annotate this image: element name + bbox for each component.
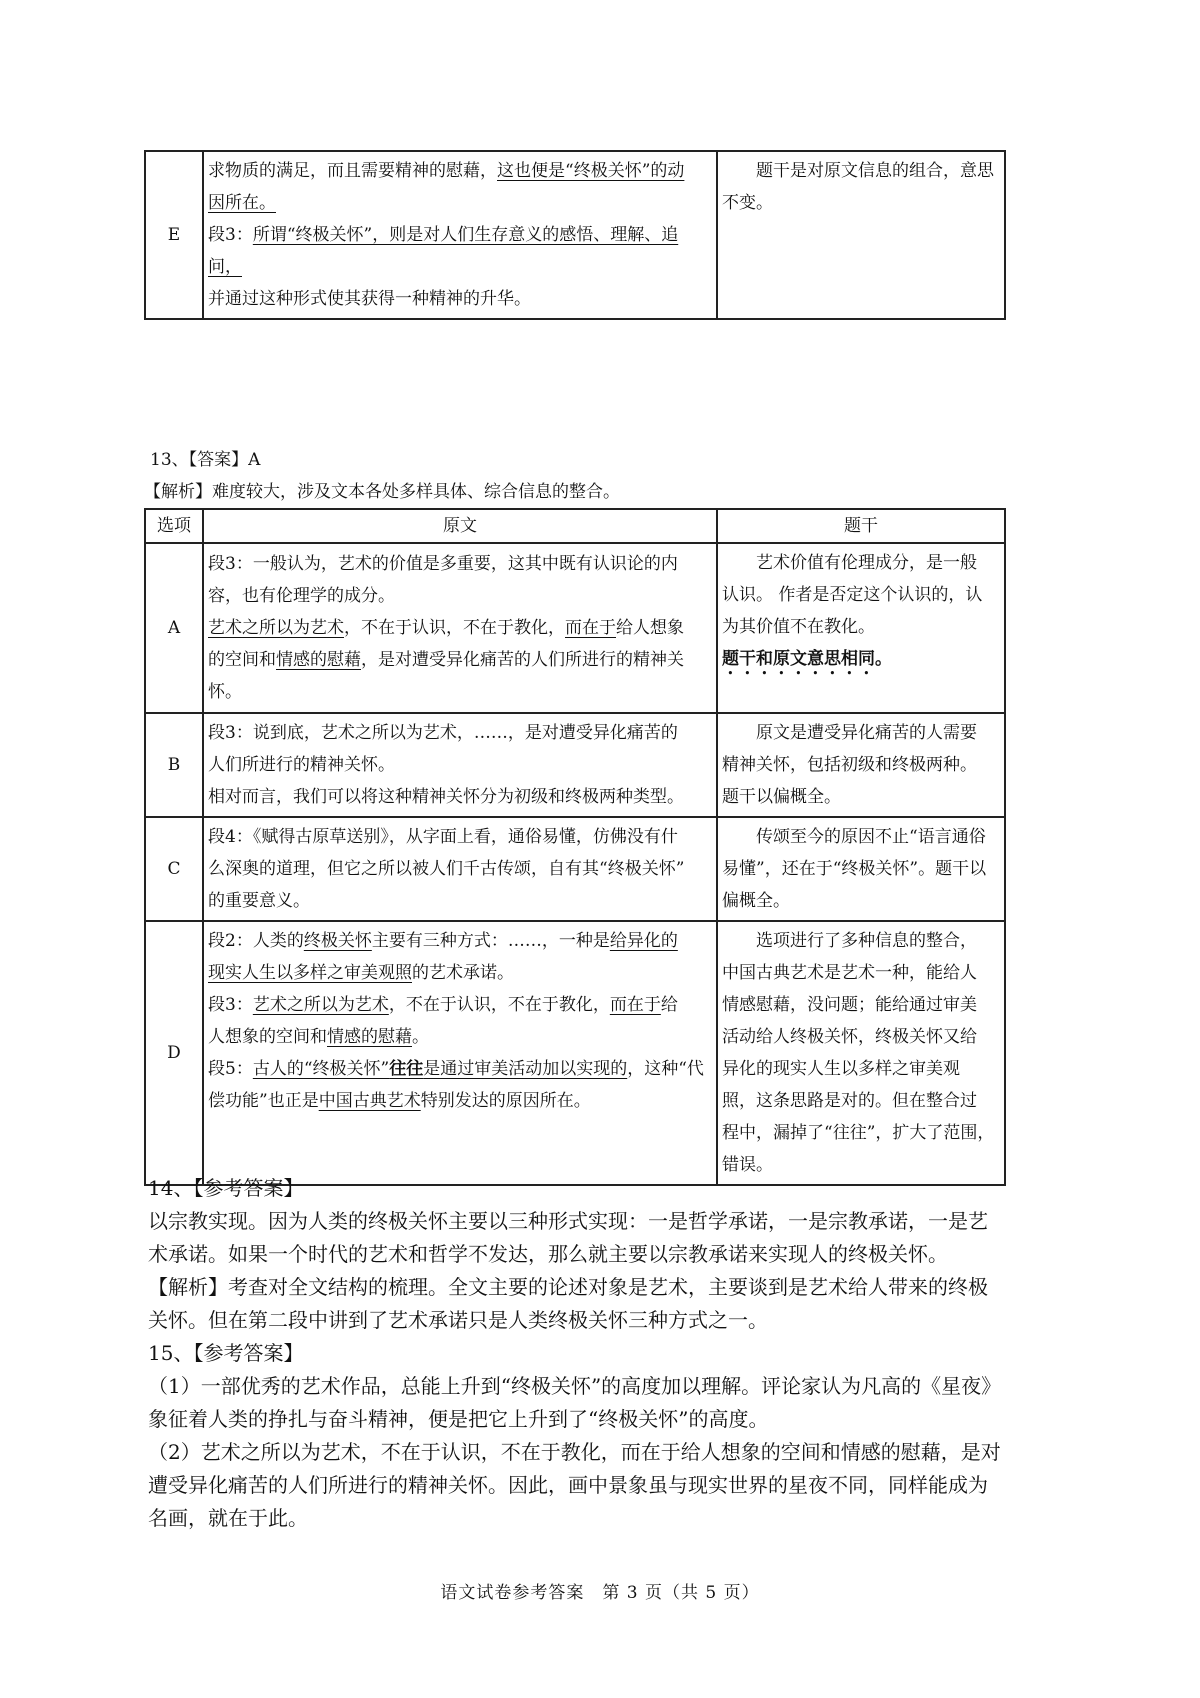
note-cell [717,151,1005,319]
option-label: D [145,921,203,1185]
underlined-text: 是通过审美活动加以实现的 [423,1059,628,1079]
answer-text: 遭受异化痛苦的人们所进行的精神关怀。因此，画中景象虽与现实世界的星夜不同，同样能成为 [148,1473,988,1497]
source-text-cell [203,543,717,713]
answer-text: （2）艺术之所以为艺术，不在于认识，不在于教化，而在于给人想象的空间和情感的慰藉，是对 [148,1440,1001,1464]
note-text: 异化的现实人生以多样之审美观 [722,1059,960,1079]
source-text: 。 [412,1027,429,1047]
option-label: A [145,543,203,713]
note-cell [717,817,1005,921]
table-row [145,817,1005,921]
option-label: C [145,817,203,921]
q15-title: 15、【参考答案】 [148,1341,304,1365]
source-text: 人们所进行的精神关怀。 [208,755,395,775]
note-text: 精神关怀，包括初级和终极两种。 [722,755,977,775]
underlined-text: 艺术之所以为艺术 [208,618,344,638]
q14-answer [148,1205,1068,1337]
note-text: 不变。 [722,193,773,213]
note-text: 照，这条思路是对的。但在整合过 [722,1091,977,1111]
q13-table [144,508,1006,1186]
source-text: 么深奥的道理，但它之所以被人们千古传颂，自有其“终极关怀” [208,859,685,879]
underlined-text: 情感的慰藉 [327,1027,412,1047]
source-text: 特别发达的原因所在。 [420,1091,591,1111]
source-text: 给人想象 [616,618,684,638]
analysis-text: 关怀。但在第二段中讲到了艺术承诺只是人类终极关怀三种方式之一。 [148,1308,768,1332]
underlined-text: 给异化的 [609,931,678,951]
note-text: 题干以偏概全。 [722,787,841,807]
source-text-cell [203,921,717,1185]
source-text: 段4：《赋得古原草送别》，从字面上看，通俗易懂，仿佛没有什 [208,827,678,847]
top-answer-table [144,150,1006,320]
source-text: 段2：人类的 [208,931,304,951]
answer-text: 术承诺。如果一个时代的艺术和哲学不发达，那么就主要以宗教承诺来实现人的终极关怀。 [148,1242,948,1266]
source-text: 段3： [208,995,253,1015]
column-header: 原文 [203,509,717,543]
note-cell [717,921,1005,1185]
answer-text: 以宗教实现。因为人类的终极关怀主要以三种形式实现：一是哲学承诺，一是宗教承诺，一是艺 [148,1209,988,1233]
option-label: B [145,713,203,817]
note-text: 原文是遭受异化痛苦的人需要 [756,723,977,743]
source-text: 的艺术承诺。 [412,963,514,983]
source-text: 主要有三种方式：……，一种是 [371,931,610,951]
note-text: 易懂”，还在于“终极关怀”。题干以 [722,859,987,879]
source-text: 求物质的满足，而且需要精神的慰藉， [208,161,497,181]
table-header-row [145,509,1005,543]
underlined-text: 中国古典艺术 [318,1091,421,1111]
emphasized-note-text: 题干和原文意思相同。 [722,649,892,669]
table-row [145,921,1005,1185]
underlined-text: 现实人生以多样之审美观照 [208,963,412,983]
source-text: ，这种“代 [627,1059,704,1079]
note-cell [717,713,1005,817]
underlined-text: 而在于 [565,618,616,638]
note-text: 情感慰藉，没问题；能给通过审美 [722,995,977,1015]
underlined-text: 艺术之所以为艺术 [252,995,389,1015]
q14-title: 14、【参考答案】 [148,1176,304,1200]
q13-answer: 13、【答案】A [150,450,261,470]
note-text: 认识。 作者是否定这个认识的，认 [722,585,983,605]
source-text: 段3：一般认为，艺术的价值是多重要，这其中既有认识论的内 [208,554,678,574]
note-cell [717,543,1005,713]
source-text: 段5： [208,1059,253,1079]
source-text: 的重要意义。 [208,891,310,911]
note-text: 程中，漏掉了“往往”，扩大了范围， [722,1123,995,1143]
note-text: 中国古典艺术是艺术一种，能给人 [722,963,977,983]
q13-analysis: 【解析】难度较大，涉及文本各处多样具体、综合信息的整合。 [144,482,620,502]
source-text: ，是对遭受异化痛苦的人们所进行的精神关 [361,650,684,670]
note-text: 活动给人终极关怀，终极关怀又给 [722,1027,977,1047]
column-header: 题干 [717,509,1005,543]
answer-text: 象征着人类的挣扎与奋斗精神，便是把它上升到了“终极关怀”的高度。 [148,1407,769,1431]
page-footer: 语文试卷参考答案 第 3 页（共 5 页） [440,1583,760,1603]
source-text: 人想象的空间和 [208,1027,327,1047]
bold-underlined-text: 往往 [389,1059,424,1079]
underlined-text: 终极关怀 [303,931,372,951]
source-text: 的空间和 [208,650,276,670]
underlined-text: 情感的慰藉 [276,650,361,670]
option-label: E [145,151,203,319]
note-text: 选项进行了多种信息的整合， [756,931,977,951]
source-text: 给 [660,995,678,1015]
note-text: 偏概全。 [722,891,790,911]
source-text: 段3： [208,225,253,245]
source-text-cell [203,817,717,921]
source-text: ，不在于认识，不在于教化， [388,995,610,1015]
note-text: 传颂至今的原因不止“语言通俗 [756,827,986,847]
source-text: ，不在于认识，不在于教化， [344,618,565,638]
underlined-text: 古人的“终极关怀” [252,1059,390,1079]
source-text: 怀。 [208,682,242,702]
analysis-text: 【解析】考查对全文结构的梳理。全文主要的论述对象是艺术，主要谈到是艺术给人带来的终极 [148,1275,988,1299]
source-text: 段3：说到底，艺术之所以为艺术，……，是对遭受异化痛苦的 [208,723,678,743]
note-text: 艺术价值有伦理成分，是一般 [756,553,977,573]
answer-text: （1）一部优秀的艺术作品，总能上升到“终极关怀”的高度加以理解。评论家认为凡高的《星夜》 [148,1374,1002,1398]
answer-text: 名画，就在于此。 [148,1506,308,1530]
q15-answer [148,1370,1068,1535]
table-row [145,713,1005,817]
source-text: 并通过这种形式使其获得一种精神的升华。 [208,289,531,309]
table-row [145,543,1005,713]
table-row [145,151,1005,319]
source-text-cell [203,713,717,817]
underlined-text: 这也便是“终极关怀”的动 [497,161,685,181]
underlined-text: 因所在。 [208,193,276,213]
source-text: 偿功能”也正是 [208,1091,319,1111]
note-text: 题干是对原文信息的组合，意思 [756,161,994,181]
source-text: 容，也有伦理学的成分。 [208,586,395,606]
note-text: 错误。 [722,1155,773,1175]
source-text-cell [203,151,717,319]
source-text: 相对而言，我们可以将这种精神关怀分为初级和终极两种类型。 [208,787,684,807]
column-header: 选项 [145,509,203,543]
underlined-text: 所谓“终极关怀”，则是对人们生存意义的感悟、理解、追问， [208,225,679,277]
underlined-text: 而在于 [609,995,661,1015]
note-text: 为其价值不在教化。 [722,617,875,637]
